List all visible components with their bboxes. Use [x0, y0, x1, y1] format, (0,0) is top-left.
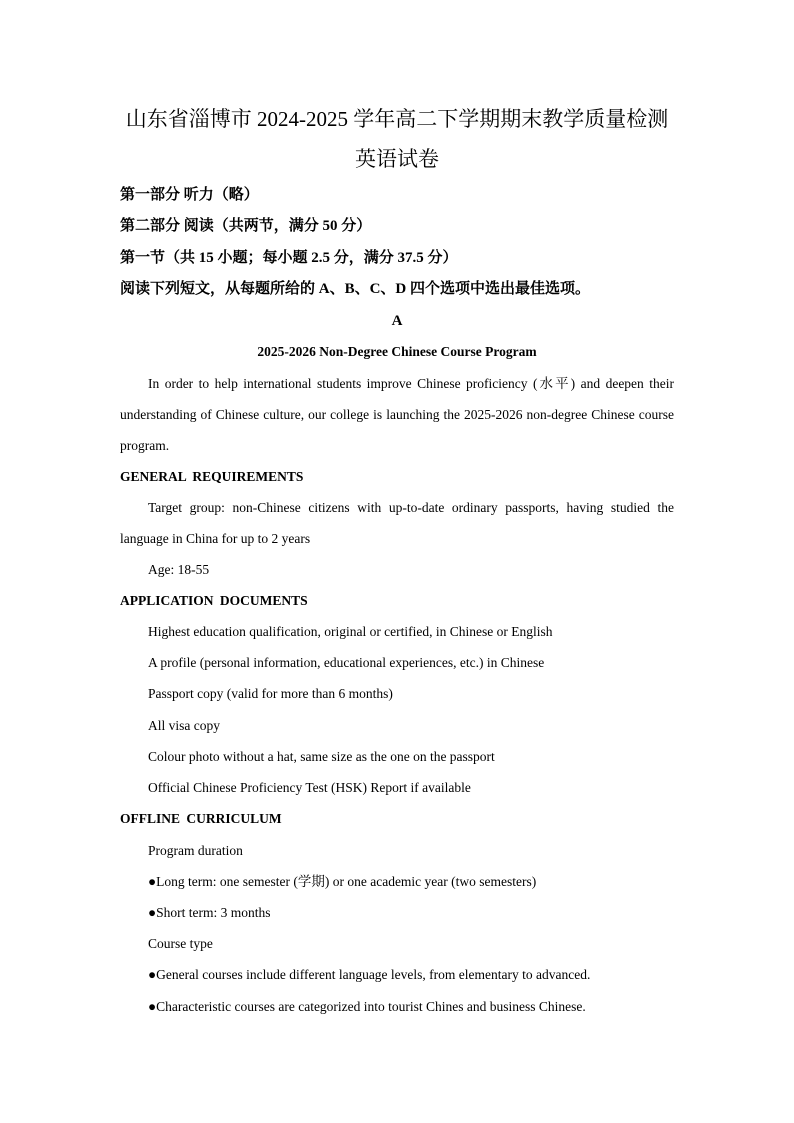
document-item: Highest education qualification, original or certified, in Chinese or English: [148, 624, 553, 639]
passage-intro: In order to help international students improve Chinese proficiency (水平) and deepen their understanding of Chinese culture, our college is launching the 2025-2026 non-degree Chinese course program.: [120, 376, 674, 453]
course-type-item: ●Characteristic courses are categorized into tourist Chines and business Chinese.: [148, 999, 586, 1014]
document-item: Colour photo without a hat, same size as the one on the passport: [148, 749, 495, 764]
target-group-text: Target group: non-Chinese citizens with up-to-date ordinary passports, having studied the language in China for up to 2 years: [120, 500, 674, 546]
part-two-heading: 第二部分 阅读（共两节，满分 50 分）: [120, 218, 372, 234]
duration-item: ●Long term: one semester (学期) or one academic year (two semesters): [148, 874, 537, 889]
offline-curriculum-heading: OFFLINE CURRICULUM: [120, 811, 282, 826]
application-documents-heading: APPLICATION DOCUMENTS: [120, 593, 308, 608]
instruction-text: 阅读下列短文，从每题所给的 A、B、C、D 四个选项中选出最佳选项。: [120, 281, 591, 297]
program-duration-label: Program duration: [148, 843, 243, 858]
document-item: Official Chinese Proficiency Test (HSK) Report if available: [148, 780, 471, 795]
document-item: All visa copy: [148, 718, 220, 733]
exam-title: 山东省淄博市 2024-2025 学年高二下学期期末教学质量检测: [125, 107, 669, 131]
course-type-item: ●General courses include different language levels, from elementary to advanced.: [148, 967, 591, 982]
age-text: Age: 18-55: [148, 562, 210, 577]
document-item: Passport copy (valid for more than 6 months): [148, 686, 393, 701]
document-item: A profile (personal information, educational experiences, etc.) in Chinese: [148, 655, 545, 670]
section-one-heading: 第一节（共 15 小题；每小题 2.5 分，满分 37.5 分）: [120, 250, 458, 266]
passage-letter: A: [391, 313, 403, 329]
passage-title: 2025-2026 Non-Degree Chinese Course Program: [257, 344, 537, 359]
general-requirements-heading: GENERAL REQUIREMENTS: [120, 469, 304, 484]
duration-item: ●Short term: 3 months: [148, 905, 271, 920]
exam-subtitle: 英语试卷: [355, 147, 439, 171]
course-type-label: Course type: [148, 936, 213, 951]
part-one-heading: 第一部分 听力（略）: [120, 187, 259, 203]
